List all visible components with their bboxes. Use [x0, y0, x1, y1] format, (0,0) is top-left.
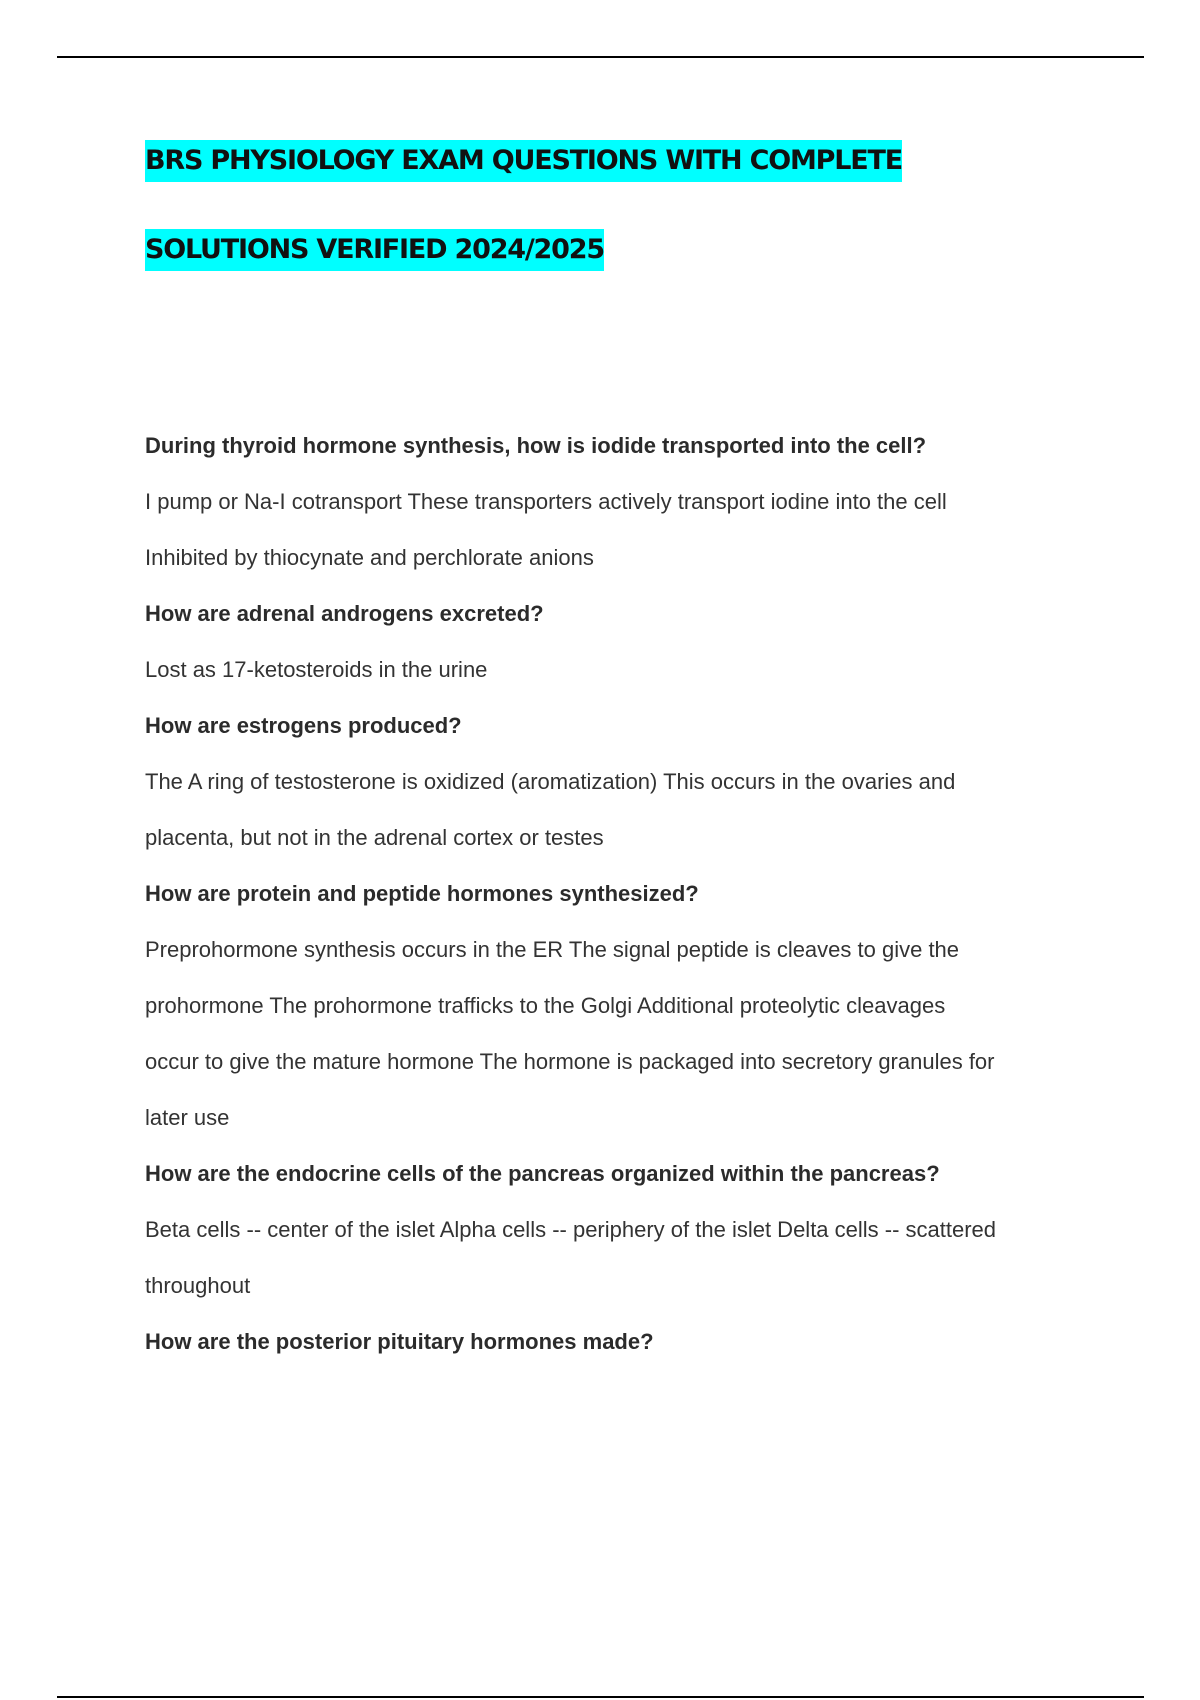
answer-3-line-1: The A ring of testosterone is oxidized (aromatization) This occurs in the ovaries and	[145, 769, 956, 794]
answer-1-line-2: Inhibited by thiocynate and perchlorate anions	[145, 545, 594, 570]
document-title	[145, 140, 1105, 318]
title-line-1: BRS PHYSIOLOGY EXAM QUESTIONS WITH COMPLETE	[145, 140, 902, 182]
answer-4-line-1: Preprohormone synthesis occurs in the ER The signal peptide is cleaves to give the	[145, 937, 960, 962]
answer-4-line-4: later use	[145, 1105, 230, 1130]
question-1: During thyroid hormone synthesis, how is iodide transported into the cell?	[145, 433, 927, 458]
question-3: How are estrogens produced?	[145, 713, 462, 738]
answer-1-line-1: I pump or Na-I cotransport These transporters actively transport iodine into the cell	[145, 489, 947, 514]
answer-5-line-1: Beta cells -- center of the islet Alpha cells -- periphery of the islet Delta cells -- scattered	[145, 1217, 997, 1242]
qa-list	[145, 418, 1105, 1370]
question-6: How are the posterior pituitary hormones made?	[145, 1329, 654, 1354]
question-5: How are the endocrine cells of the pancreas organized within the pancreas?	[145, 1161, 940, 1186]
answer-2-line-1: Lost as 17-ketosteroids in the urine	[145, 657, 488, 682]
answer-4-line-2: prohormone The prohormone trafficks to the Golgi Additional proteolytic cleavages	[145, 993, 946, 1018]
top-rule	[57, 56, 1144, 58]
answer-5-line-2: throughout	[145, 1273, 251, 1298]
answer-3-line-2: placenta, but not in the adrenal cortex or testes	[145, 825, 604, 850]
question-2: How are adrenal androgens excreted?	[145, 601, 544, 626]
title-line-2: SOLUTIONS VERIFIED 2024/2025	[145, 229, 604, 271]
answer-4-line-3: occur to give the mature hormone The hormone is packaged into secretory granules for	[145, 1049, 995, 1074]
bottom-rule	[57, 1696, 1144, 1698]
question-4: How are protein and peptide hormones synthesized?	[145, 881, 699, 906]
document-body	[145, 140, 1105, 1370]
